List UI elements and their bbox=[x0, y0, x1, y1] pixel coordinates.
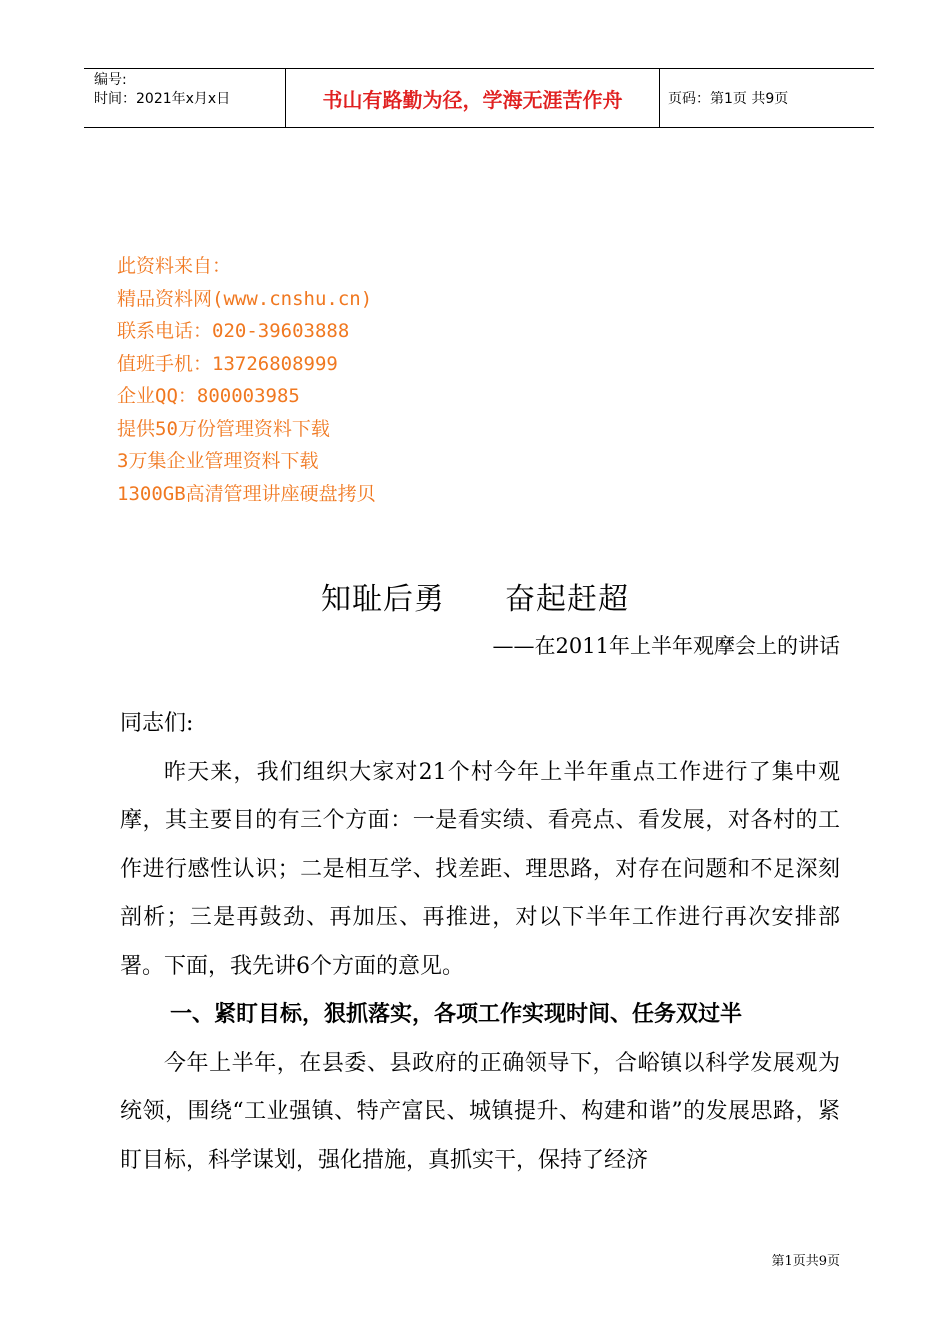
section-heading-1: 一、紧盯目标，狠抓落实，各项工作实现时间、任务双过半 bbox=[170, 1002, 743, 1027]
ad-line: 值班手机：13726808999 bbox=[117, 352, 338, 375]
title-part-2: 奋起赶超 bbox=[505, 582, 629, 617]
ad-line: 提供50万份管理资料下载 bbox=[117, 417, 330, 440]
header-number-label: 编号: bbox=[94, 72, 127, 88]
paragraph-2: 今年上半年，在县委、县政府的正确领导下，合峪镇以科学发展观为统领，围绕“工业强镇、特产富民、城镇提升、构建和谐”的发展思路，紧盯目标，科学谋划，强化措施，真抓实干，保持了经济 bbox=[120, 1050, 840, 1173]
header-motto: 书山有路勤为径，学海无涯苦作舟 bbox=[286, 69, 660, 127]
salutation: 同志们: bbox=[120, 711, 194, 736]
header-page-label: 页码：第1页 共9页 bbox=[668, 91, 789, 107]
page-footer: 第1页共9页 bbox=[771, 1254, 840, 1269]
ad-line: 此资料来自： bbox=[117, 255, 232, 277]
paragraph-1: 昨天来，我们组织大家对21个村今年上半年重点工作进行了集中观摩，其主要目的有三个方面：一是看实绩、看亮点、看发展，对各村的工作进行感性认识；二是相互学、找差距、理思路，对存在问题和不足深刻剖析；三是再鼓劲、再加压、再推进，对以下半年工作进行再次安排部署。下面，我先讲6个方面的意见。 bbox=[120, 759, 840, 979]
document-title bbox=[0, 574, 950, 618]
ad-line: 联系电话：020-39603888 bbox=[117, 320, 350, 342]
document-subtitle: ——在2011年上半年观摩会上的讲话 bbox=[492, 634, 840, 658]
header-meta bbox=[84, 69, 286, 127]
document-body bbox=[120, 700, 840, 1185]
ad-line: 精品资料网(www.cnshu.cn) bbox=[117, 287, 373, 310]
ad-line: 1300GB高清管理讲座硬盘拷贝 bbox=[117, 482, 376, 505]
page-header bbox=[84, 68, 874, 128]
ad-line: 企业QQ：800003985 bbox=[117, 385, 300, 407]
header-time-label: 时间：2021年x月x日 bbox=[94, 91, 231, 107]
ad-line: 3万集企业管理资料下载 bbox=[117, 450, 319, 472]
title-part-1: 知耻后勇 bbox=[321, 582, 445, 617]
source-ad-block bbox=[117, 250, 376, 510]
